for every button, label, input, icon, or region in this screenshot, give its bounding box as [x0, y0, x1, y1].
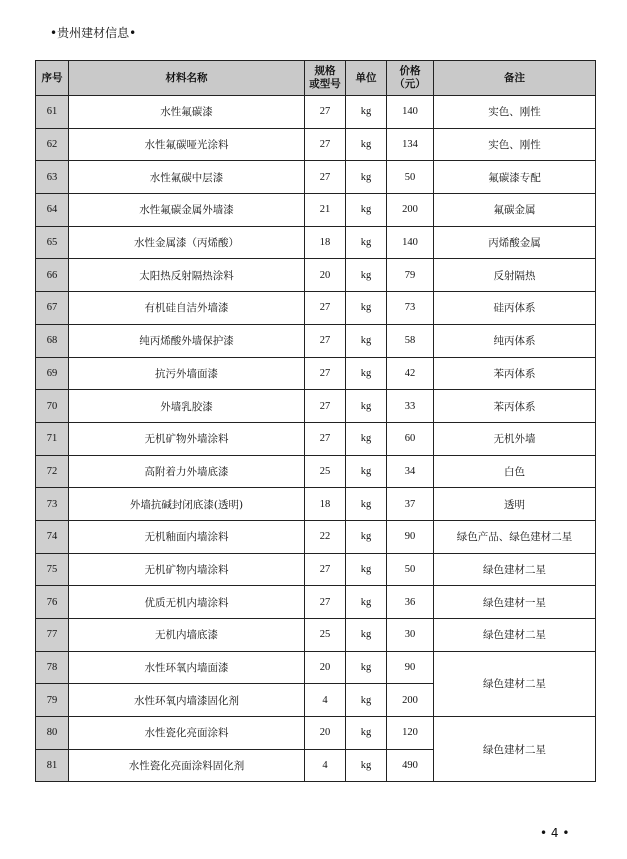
row-unit: kg [346, 553, 387, 586]
row-note: 绿色建材二星 [434, 553, 596, 586]
row-note: 绿色建材二星 [434, 717, 596, 782]
row-name: 优质无机内墙涂料 [69, 586, 305, 619]
row-spec: 27 [305, 128, 346, 161]
table-row [36, 520, 596, 553]
row-seq: 64 [36, 194, 69, 227]
row-price: 34 [387, 455, 434, 488]
row-seq: 61 [36, 96, 69, 129]
row-spec: 27 [305, 390, 346, 423]
row-unit: kg [346, 128, 387, 161]
row-name: 水性瓷化亮面涂料 [69, 717, 305, 750]
row-price: 30 [387, 619, 434, 652]
row-name: 水性金属漆（丙烯酸） [69, 226, 305, 259]
table-row [36, 194, 596, 227]
row-note: 纯丙体系 [434, 324, 596, 357]
row-spec: 27 [305, 324, 346, 357]
row-unit: kg [346, 259, 387, 292]
table-row [36, 161, 596, 194]
row-note: 绿色产品、绿色建材二星 [434, 520, 596, 553]
row-spec: 22 [305, 520, 346, 553]
row-spec: 20 [305, 651, 346, 684]
row-price: 50 [387, 161, 434, 194]
price-table [35, 60, 596, 782]
row-unit: kg [346, 651, 387, 684]
row-seq: 63 [36, 161, 69, 194]
row-seq: 74 [36, 520, 69, 553]
table-row [36, 390, 596, 423]
table-header-row [36, 61, 596, 96]
table-row [36, 292, 596, 325]
row-spec: 27 [305, 422, 346, 455]
col-header-note: 备注 [434, 61, 596, 96]
row-unit: kg [346, 455, 387, 488]
table-row [36, 226, 596, 259]
table-row [36, 553, 596, 586]
row-note: 绿色建材二星 [434, 619, 596, 652]
col-header-spec [305, 61, 346, 96]
row-spec: 27 [305, 161, 346, 194]
row-name: 无机矿物内墙涂料 [69, 553, 305, 586]
row-unit: kg [346, 96, 387, 129]
table-row [36, 651, 596, 684]
table-row [36, 488, 596, 521]
row-name: 水性氟碳哑光涂料 [69, 128, 305, 161]
page-header: •贵州建材信息• [50, 26, 137, 40]
row-price: 134 [387, 128, 434, 161]
row-name: 抗污外墙面漆 [69, 357, 305, 390]
row-name: 纯丙烯酸外墙保护漆 [69, 324, 305, 357]
row-name: 水性氟碳漆 [69, 96, 305, 129]
row-note: 氟碳金属 [434, 194, 596, 227]
row-note: 实色、刚性 [434, 128, 596, 161]
row-price: 60 [387, 422, 434, 455]
row-name: 高附着力外墙底漆 [69, 455, 305, 488]
row-name: 无机釉面内墙涂料 [69, 520, 305, 553]
row-seq: 69 [36, 357, 69, 390]
row-price: 37 [387, 488, 434, 521]
row-unit: kg [346, 520, 387, 553]
row-spec: 27 [305, 586, 346, 619]
row-spec: 20 [305, 717, 346, 750]
row-note: 白色 [434, 455, 596, 488]
row-price: 140 [387, 226, 434, 259]
row-note: 透明 [434, 488, 596, 521]
row-note: 实色、刚性 [434, 96, 596, 129]
row-name: 水性氟碳金属外墙漆 [69, 194, 305, 227]
row-seq: 75 [36, 553, 69, 586]
table-row [36, 619, 596, 652]
row-unit: kg [346, 586, 387, 619]
row-seq: 76 [36, 586, 69, 619]
row-note: 绿色建材一星 [434, 586, 596, 619]
row-seq: 65 [36, 226, 69, 259]
row-unit: kg [346, 161, 387, 194]
table-row [36, 96, 596, 129]
row-seq: 70 [36, 390, 69, 423]
row-note: 绿色建材二星 [434, 651, 596, 716]
row-seq: 78 [36, 651, 69, 684]
row-seq: 79 [36, 684, 69, 717]
row-spec: 21 [305, 194, 346, 227]
row-price: 140 [387, 96, 434, 129]
row-note: 苯丙体系 [434, 357, 596, 390]
row-spec: 4 [305, 684, 346, 717]
row-price: 42 [387, 357, 434, 390]
table-row [36, 128, 596, 161]
col-header-price-line2: （元） [394, 78, 426, 90]
row-name: 水性环氧内墙漆固化剂 [69, 684, 305, 717]
table-row [36, 717, 596, 750]
row-price: 490 [387, 749, 434, 782]
row-unit: kg [346, 684, 387, 717]
row-name: 水性环氧内墙面漆 [69, 651, 305, 684]
page-number: • 4 • [540, 826, 570, 840]
row-price: 90 [387, 520, 434, 553]
row-spec: 20 [305, 259, 346, 292]
col-header-price-line1: 价格 [399, 65, 421, 77]
row-note: 无机外墙 [434, 422, 596, 455]
row-seq: 73 [36, 488, 69, 521]
row-spec: 4 [305, 749, 346, 782]
table-row [36, 324, 596, 357]
row-unit: kg [346, 194, 387, 227]
row-price: 36 [387, 586, 434, 619]
row-seq: 62 [36, 128, 69, 161]
col-header-seq: 序号 [36, 61, 69, 96]
row-name: 无机矿物外墙涂料 [69, 422, 305, 455]
row-spec: 18 [305, 226, 346, 259]
row-price: 200 [387, 194, 434, 227]
row-name: 外墙乳胶漆 [69, 390, 305, 423]
row-note: 丙烯酸金属 [434, 226, 596, 259]
row-spec: 27 [305, 357, 346, 390]
table-row [36, 586, 596, 619]
table-row [36, 357, 596, 390]
row-price: 58 [387, 324, 434, 357]
row-unit: kg [346, 749, 387, 782]
table-row [36, 422, 596, 455]
table-row [36, 259, 596, 292]
row-name: 水性瓷化亮面涂料固化剂 [69, 749, 305, 782]
row-note: 硅丙体系 [434, 292, 596, 325]
row-spec: 27 [305, 292, 346, 325]
col-header-unit: 单位 [346, 61, 387, 96]
row-price: 90 [387, 651, 434, 684]
col-header-price [387, 61, 434, 96]
row-spec: 18 [305, 488, 346, 521]
row-name: 水性氟碳中层漆 [69, 161, 305, 194]
col-header-name: 材料名称 [69, 61, 305, 96]
row-name: 无机内墙底漆 [69, 619, 305, 652]
row-seq: 80 [36, 717, 69, 750]
row-seq: 68 [36, 324, 69, 357]
row-price: 50 [387, 553, 434, 586]
row-price: 200 [387, 684, 434, 717]
row-unit: kg [346, 619, 387, 652]
row-unit: kg [346, 292, 387, 325]
row-name: 太阳热反射隔热涂料 [69, 259, 305, 292]
col-header-spec-line1: 规格 [314, 65, 336, 77]
row-seq: 66 [36, 259, 69, 292]
row-spec: 25 [305, 619, 346, 652]
row-name: 有机硅自洁外墙漆 [69, 292, 305, 325]
row-seq: 71 [36, 422, 69, 455]
row-spec: 25 [305, 455, 346, 488]
row-seq: 72 [36, 455, 69, 488]
row-note: 苯丙体系 [434, 390, 596, 423]
row-price: 33 [387, 390, 434, 423]
row-unit: kg [346, 324, 387, 357]
col-header-spec-line2: 或型号 [309, 78, 341, 90]
row-unit: kg [346, 357, 387, 390]
row-seq: 67 [36, 292, 69, 325]
row-unit: kg [346, 717, 387, 750]
row-note: 反射隔热 [434, 259, 596, 292]
row-price: 79 [387, 259, 434, 292]
row-spec: 27 [305, 553, 346, 586]
row-unit: kg [346, 488, 387, 521]
row-seq: 77 [36, 619, 69, 652]
row-name: 外墙抗碱封闭底漆(透明) [69, 488, 305, 521]
row-unit: kg [346, 390, 387, 423]
row-price: 73 [387, 292, 434, 325]
row-price: 120 [387, 717, 434, 750]
row-seq: 81 [36, 749, 69, 782]
row-spec: 27 [305, 96, 346, 129]
row-unit: kg [346, 226, 387, 259]
table-row [36, 455, 596, 488]
row-unit: kg [346, 422, 387, 455]
row-note: 氟碳漆专配 [434, 161, 596, 194]
